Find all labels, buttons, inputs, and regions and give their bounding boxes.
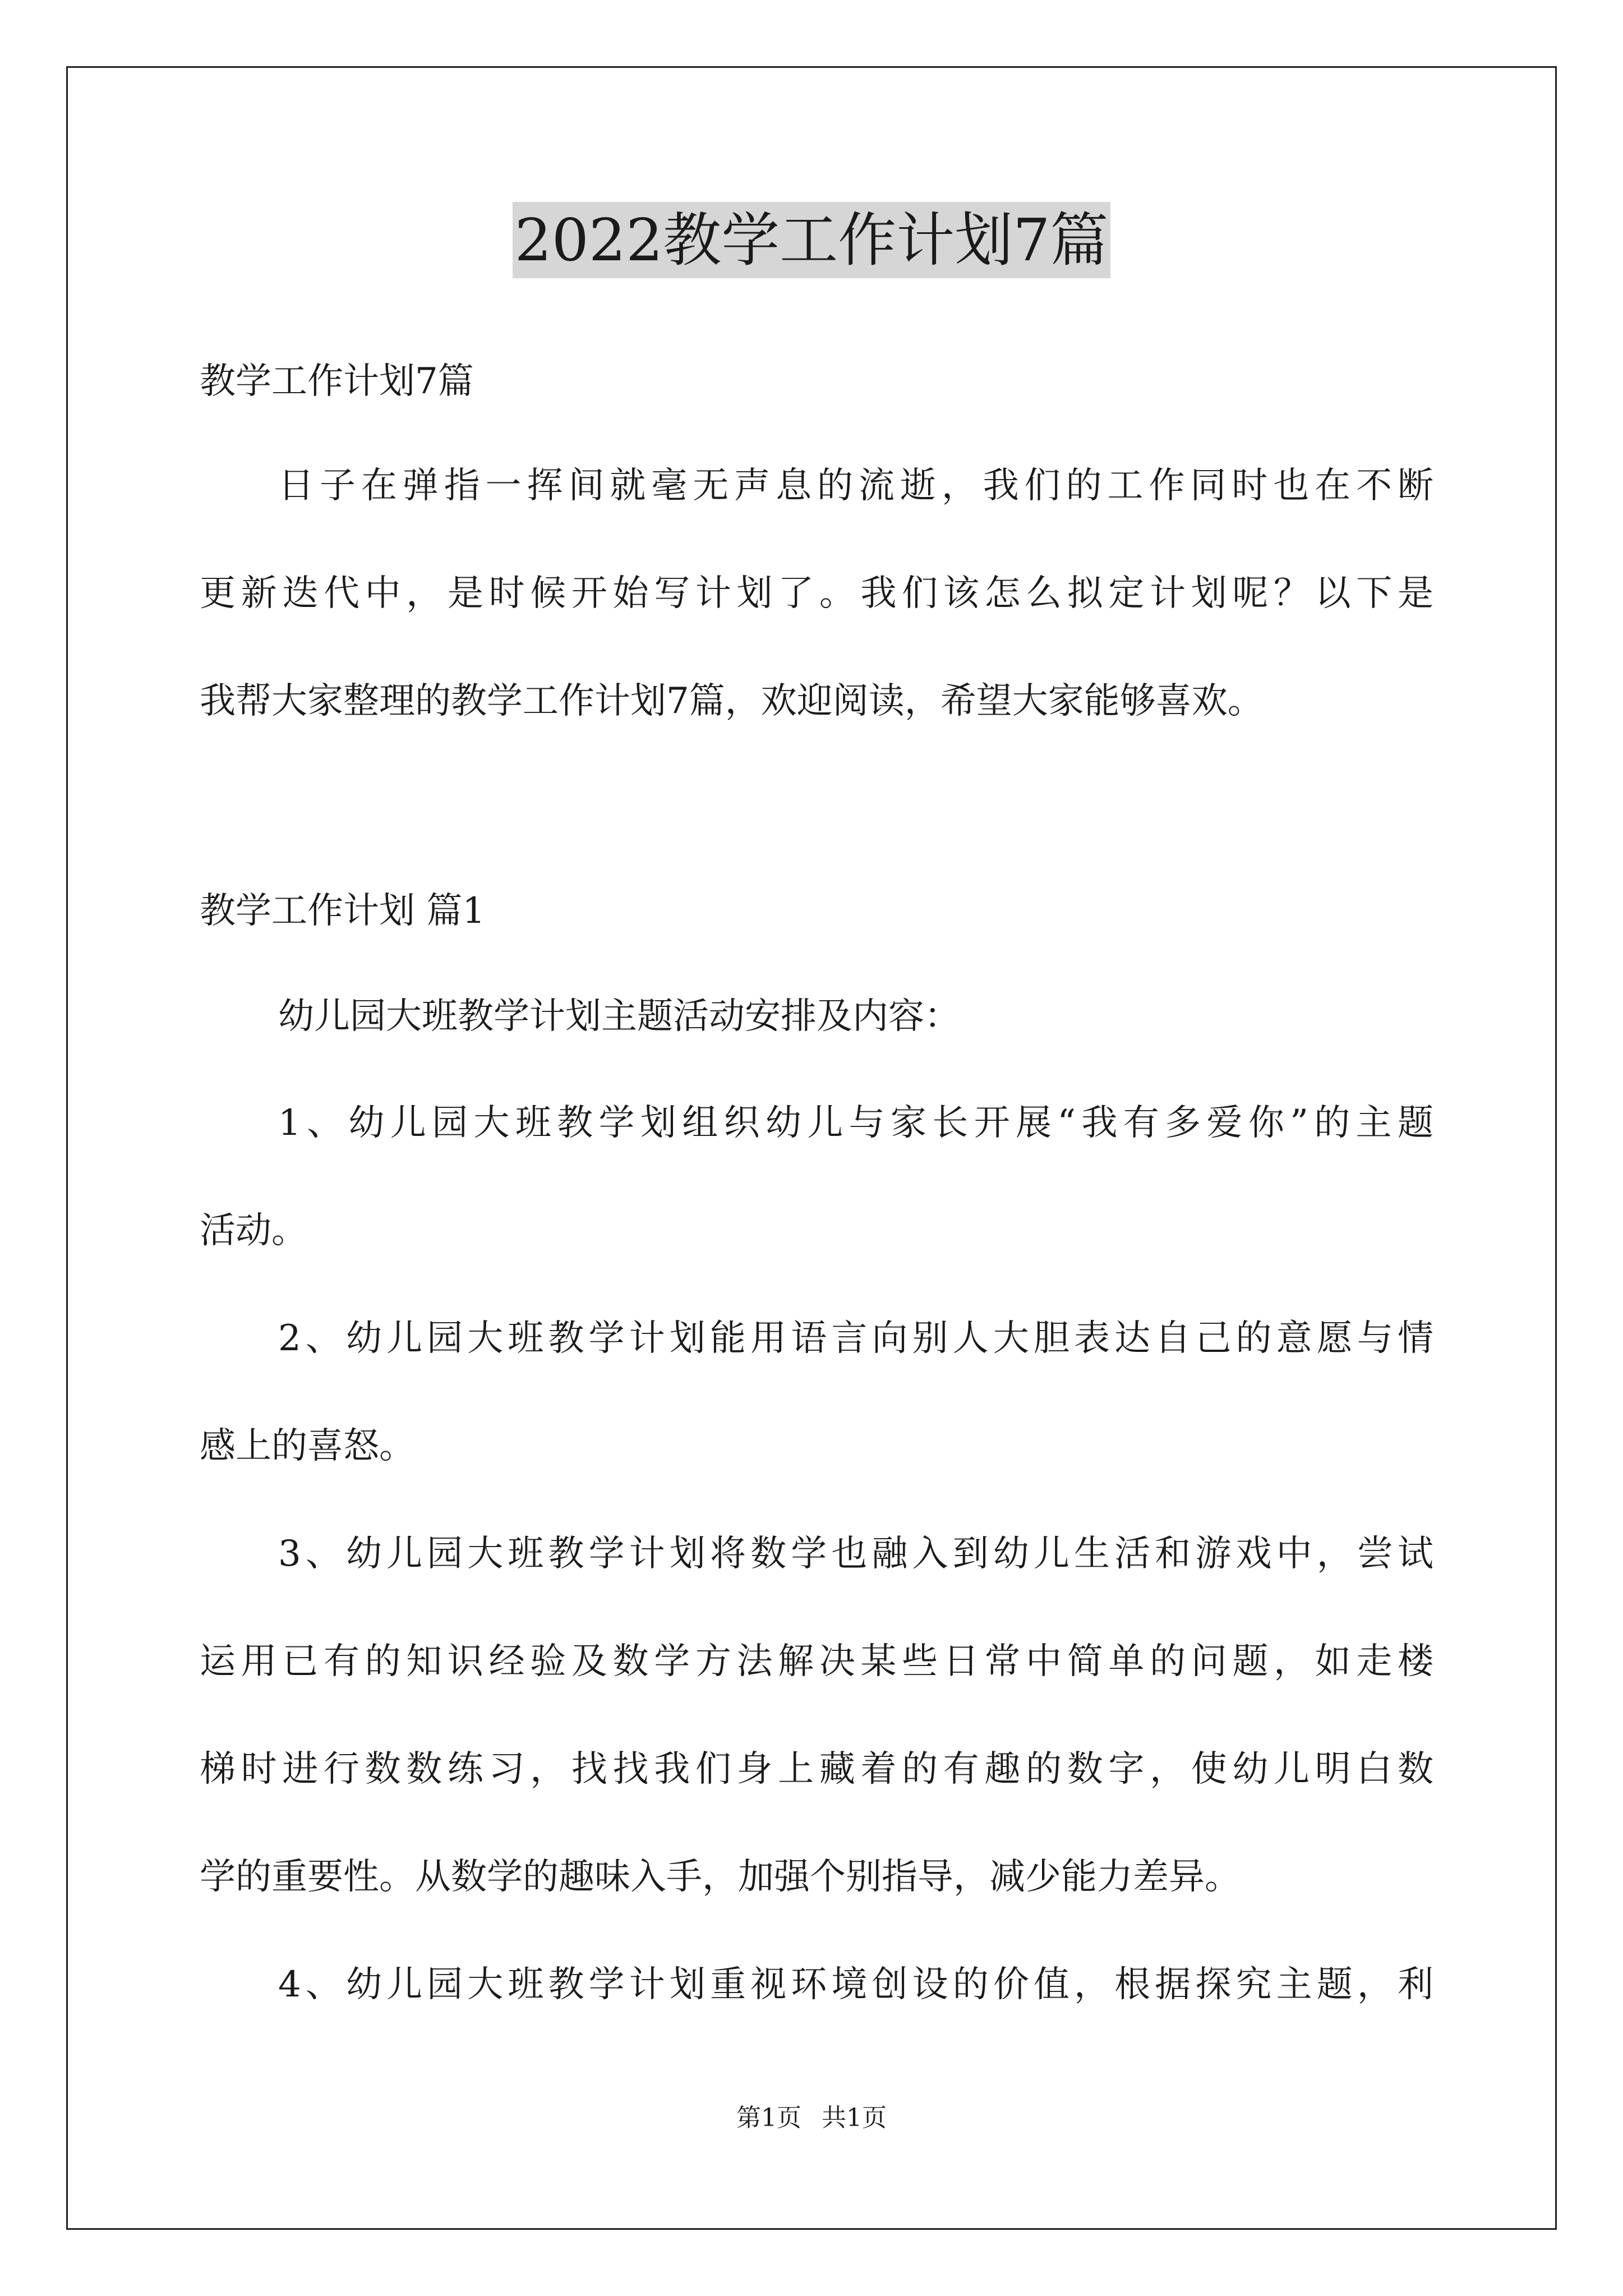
intro-line-2: 更新迭代中，是时候开始写计划了。我们该怎么拟定计划呢？以下是 <box>200 573 1433 614</box>
document-subtitle: 教学工作计划7篇 <box>200 361 474 402</box>
intro-line-3: 我帮大家整理的教学工作计划7篇，欢迎阅读，希望大家能够喜欢。 <box>200 680 1264 722</box>
item-2-line-1: 2、幼儿园大班教学计划能用语言向别人大胆表达自己的意愿与情 <box>278 1318 1433 1359</box>
section-intro: 幼儿园大班教学计划主题活动安排及内容： <box>278 996 960 1037</box>
item-3-line-2: 运用已有的知识经验及数学方法解决某些日常中简单的问题，如走楼 <box>200 1641 1433 1682</box>
item-4-line-1: 4、幼儿园大班教学计划重视环境创设的价值，根据探究主题，利 <box>278 1964 1433 2005</box>
item-3-line-4: 学的重要性。从数学的趣味入手，加强个别指导，减少能力差异。 <box>200 1856 1241 1898</box>
item-1-line-1: 1、幼儿园大班教学划组织幼儿与家长开展“我有多爱你”的主题 <box>278 1102 1433 1144</box>
section-heading: 教学工作计划 篇1 <box>200 890 486 932</box>
item-2-line-2: 感上的喜怒。 <box>200 1425 415 1467</box>
page-total: 共1页 <box>822 2104 887 2132</box>
intro-line-1: 日子在弹指一挥间就毫无声息的流逝，我们的工作同时也在不断 <box>278 465 1433 507</box>
item-3-line-3: 梯时进行数数练习，找找我们身上藏着的有趣的数字，使幼儿明白数 <box>200 1749 1433 1790</box>
document-title <box>0 202 1623 278</box>
page-footer <box>0 2102 1623 2134</box>
item-1-line-2: 活动。 <box>200 1210 307 1251</box>
page-number: 第1页 <box>736 2104 801 2132</box>
item-3-line-1: 3、幼儿园大班教学计划将数学也融入到幼儿生活和游戏中，尝试 <box>278 1533 1433 1575</box>
document-title-text: 2022教学工作计划7篇 <box>513 202 1111 278</box>
